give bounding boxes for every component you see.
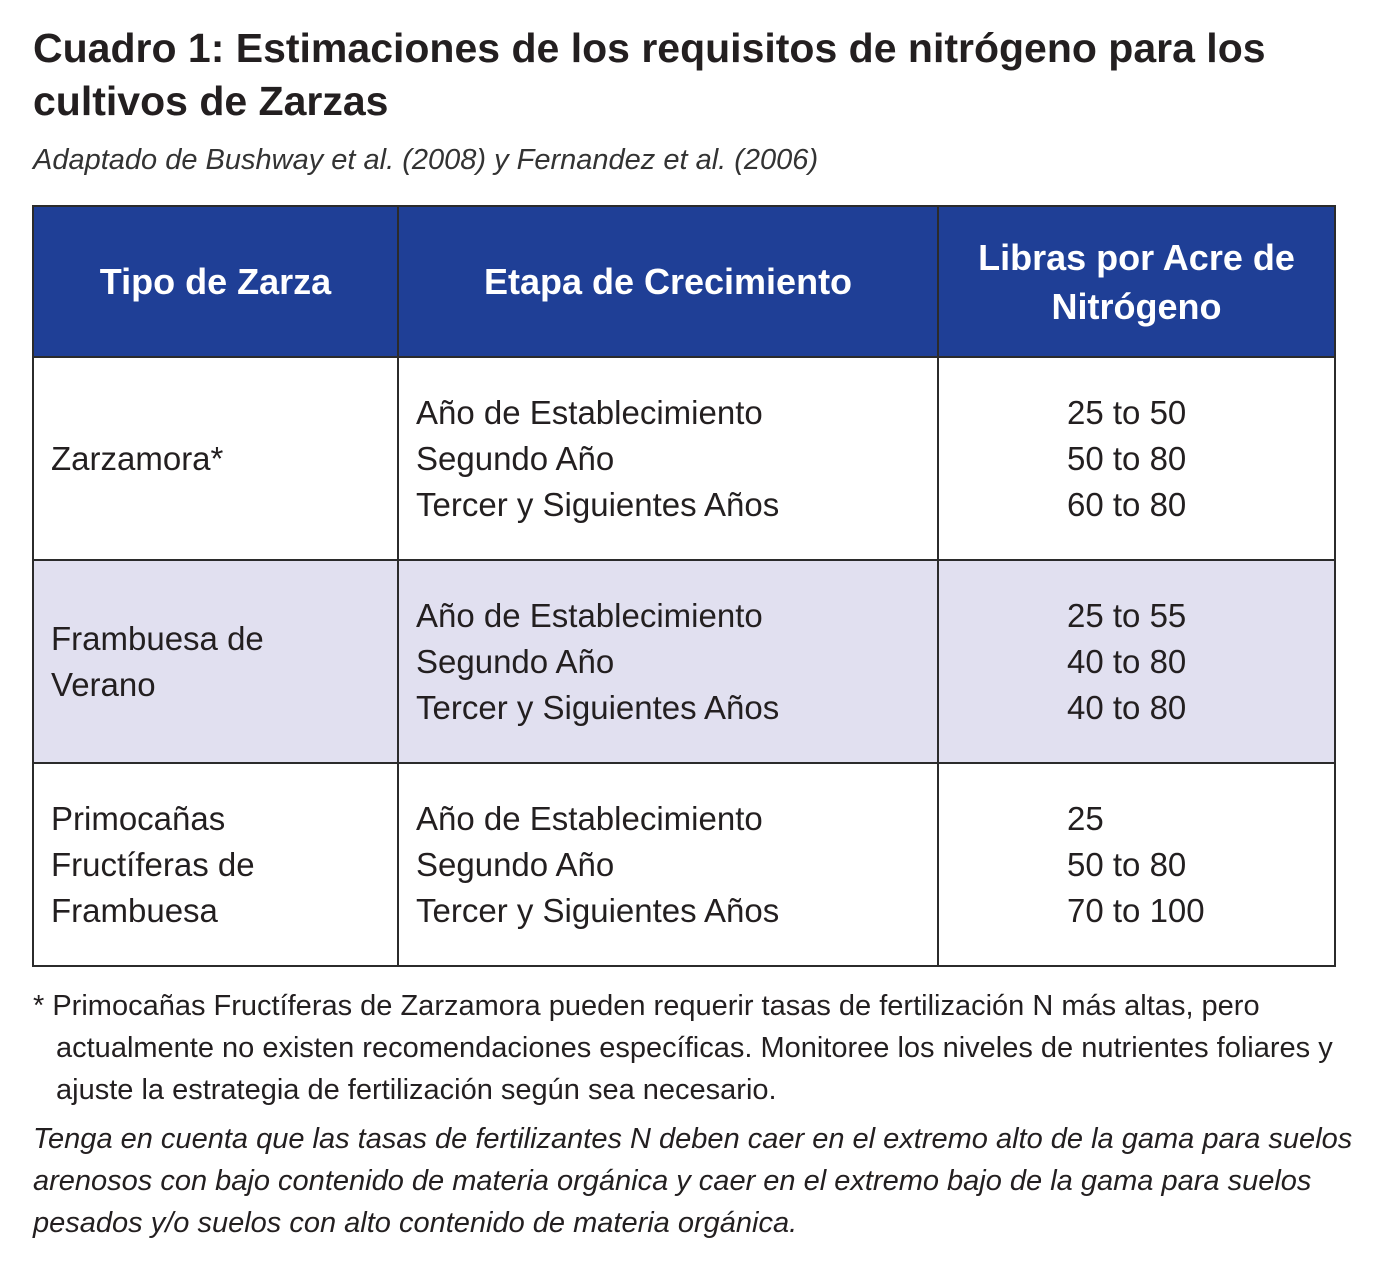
growth-stage-line: Año de Establecimiento xyxy=(416,799,763,837)
nitrogen-table xyxy=(32,205,1336,967)
growth-stage-line: Segundo Año xyxy=(416,439,615,477)
footnote: * Primocañas Fructíferas de Zarzamora pueden requerir tasas de fertilización N más altas, pero actualmente no existen recomendaciones específicas. Monitoree los niveles de nutrientes foliares y ajuste la estrategia de fertilización según sea necesario. xyxy=(33,990,1333,1106)
header-nitrogen-rate: Libras por Acre de Nitrógeno xyxy=(938,206,1335,357)
bramble-type-label: Frambuesa de Verano xyxy=(51,619,264,703)
nitrogen-rate-line: 25 to 50 xyxy=(1067,393,1187,431)
nitrogen-rate-cell xyxy=(938,560,1335,763)
table-title: Cuadro 1: Estimaciones de los requisitos de nitrógeno para los cultivos de Zarzas xyxy=(33,25,1266,124)
growth-stage-line: Segundo Año xyxy=(416,642,615,680)
growth-stage-line: Tercer y Siguientes Años xyxy=(416,891,780,929)
growth-stage-cell xyxy=(398,763,938,966)
nitrogen-rate-line: 50 to 80 xyxy=(1067,845,1187,883)
nitrogen-rate-line: 40 to 80 xyxy=(1067,688,1187,726)
header-bramble-type: Tipo de Zarza xyxy=(33,206,398,357)
header-row xyxy=(33,206,1335,357)
growth-stage-line: Segundo Año xyxy=(416,845,615,883)
soil-note: Tenga en cuenta que las tasas de fertilizantes N deben caer en el extremo alto de la gama para suelos arenosos con bajo contenido de materia orgánica y caer en el extremo bajo de la gama para suelos pesados y/o suelos con alto contenido de materia orgánica. xyxy=(33,1123,1353,1239)
nitrogen-rate-line: 25 xyxy=(1067,799,1104,837)
header-growth-stage: Etapa de Crecimiento xyxy=(398,206,938,357)
nitrogen-rate-cell xyxy=(938,357,1335,560)
growth-stage-line: Año de Establecimiento xyxy=(416,393,763,431)
table-row xyxy=(33,763,1335,966)
table-row xyxy=(33,357,1335,560)
nitrogen-rate-line: 50 to 80 xyxy=(1067,439,1187,477)
bramble-type-cell: Zarzamora* xyxy=(33,357,398,560)
nitrogen-rate-line: 25 to 55 xyxy=(1067,596,1187,634)
growth-stage-cell xyxy=(398,357,938,560)
growth-stage-cell xyxy=(398,560,938,763)
nitrogen-rate-line: 60 to 80 xyxy=(1067,485,1187,523)
bramble-type-cell xyxy=(33,763,398,966)
bramble-type-cell xyxy=(33,560,398,763)
nitrogen-rate-cell xyxy=(938,763,1335,966)
growth-stage-line: Tercer y Siguientes Años xyxy=(416,688,780,726)
growth-stage-line: Tercer y Siguientes Años xyxy=(416,485,780,523)
table-row xyxy=(33,560,1335,763)
nitrogen-rate-line: 40 to 80 xyxy=(1067,642,1187,680)
growth-stage-line: Año de Establecimiento xyxy=(416,596,763,634)
table-subtitle: Adaptado de Bushway et al. (2008) y Fernandez et al. (2006) xyxy=(33,144,819,176)
nitrogen-rate-line: 70 to 100 xyxy=(1067,891,1205,929)
bramble-type-label: Primocañas Fructíferas de Frambuesa xyxy=(51,799,255,929)
